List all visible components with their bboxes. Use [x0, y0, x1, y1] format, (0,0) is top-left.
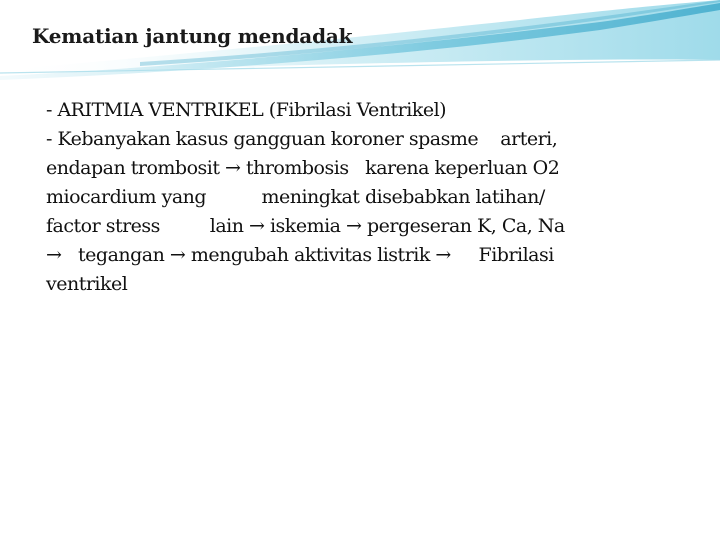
body-line-7: ventrikel: [46, 273, 128, 295]
body-line-2: - Kebanyakan kasus gangguan koroner spasme arteri,: [46, 128, 558, 150]
body-line-3: endapan trombosit → thrombosis karena keperluan O2: [46, 157, 560, 179]
body-line-1: - ARITMIA VENTRIKEL (Fibrilasi Ventrikel): [46, 99, 447, 121]
body-line-5: factor stress lain → iskemia → pergeseran K, Ca, Na: [46, 215, 565, 237]
slide-body: [46, 96, 706, 299]
body-line-6: → tegangan → mengubah aktivitas listrik → Fibrilasi: [46, 244, 554, 266]
body-line-4: miocardium yang meningkat disebabkan latihan/: [46, 186, 545, 208]
slide-title: Kematian jantung mendadak: [32, 24, 353, 48]
